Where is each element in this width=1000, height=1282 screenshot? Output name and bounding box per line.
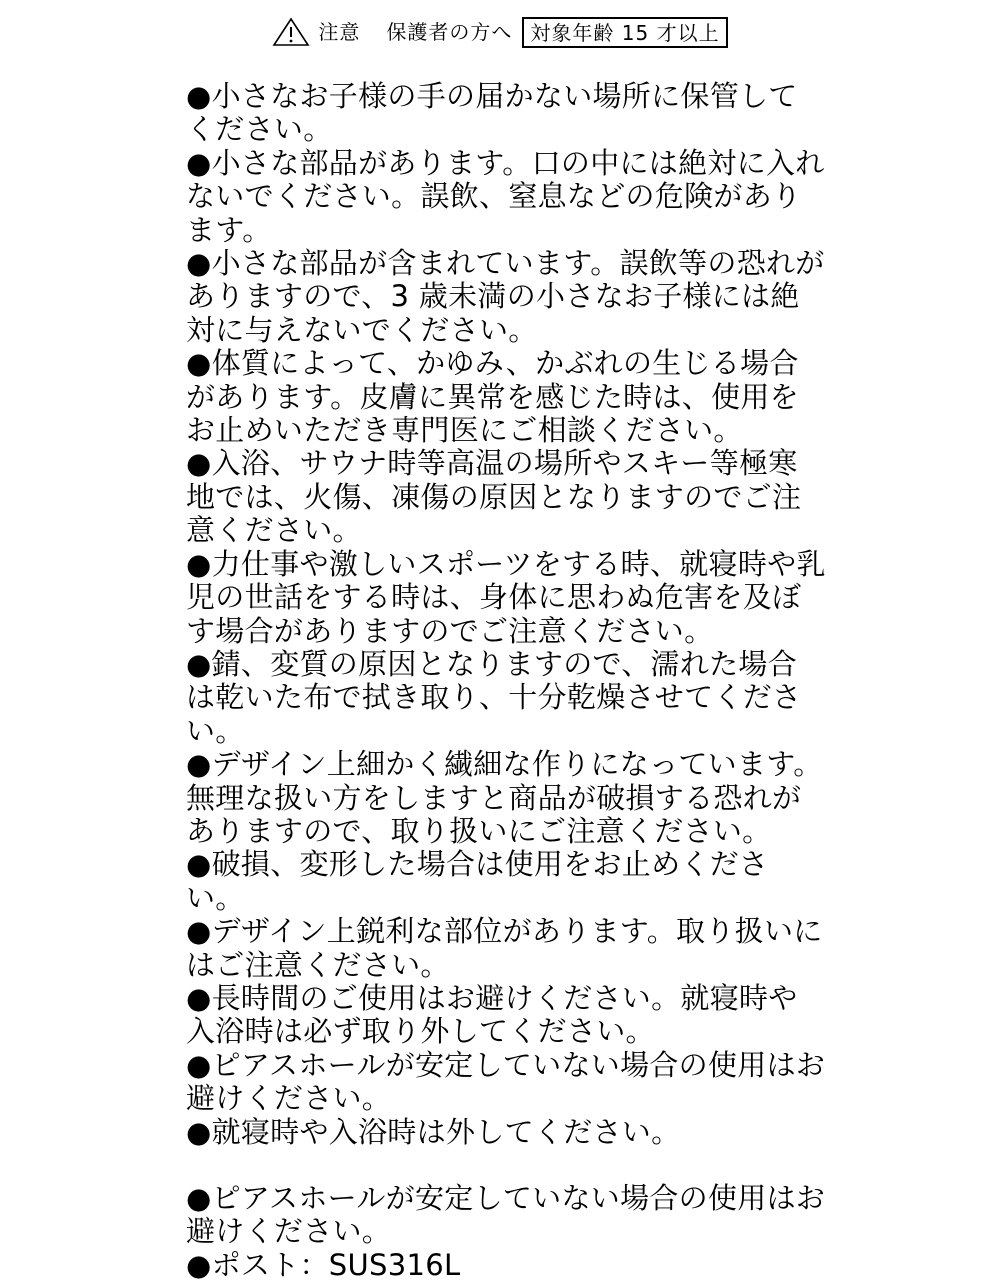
warning-text: 錆、変質の原因となりますので、濡れた場合は乾いた布で拭き取り、十分乾燥させてください。 (186, 646, 802, 748)
bullet-icon: ● (186, 346, 212, 381)
bullet-icon: ● (186, 980, 212, 1015)
warning-item (186, 1116, 826, 1149)
warning-text: デザイン上鋭利な部位があります。取り扱いにはご注意ください。 (186, 914, 823, 982)
warning-item (186, 1049, 826, 1116)
bullet-icon: ● (186, 1247, 212, 1282)
warning-triangle-icon (272, 17, 310, 47)
bullet-icon: ● (186, 646, 212, 681)
caution-header (0, 14, 1000, 50)
warning-item (186, 147, 826, 247)
section-spacer (186, 1149, 826, 1182)
warning-text: 力仕事や激しいスポーツをする時、就寝時や乳児の世話をする時は、身体に思わぬ危害を及ぼす場合がありますのでご注意ください。 (186, 546, 826, 648)
bullet-icon: ● (186, 847, 212, 882)
bullet-icon: ● (186, 145, 212, 180)
warning-text: 就寝時や入浴時は外してください。 (211, 1114, 681, 1149)
bullet-icon: ● (186, 1047, 212, 1082)
warning-item (186, 648, 826, 748)
warning-text: デザイン上細かく繊細な作りになっています。無理な扱い方をしますと商品が破損する恐れがありますので、取り扱いにご注意ください。 (186, 747, 823, 848)
bullet-icon: ● (186, 246, 212, 281)
warning-item (186, 80, 826, 147)
warning-item (186, 347, 826, 447)
bullet-icon: ● (186, 914, 212, 949)
target-age-badge: 対象年齢 15 才以上 (522, 17, 727, 48)
warning-text: 入浴、サウナ時等高温の場所やスキー等極寒地では、火傷、凍傷の原因となりますのでご注意ください。 (186, 446, 802, 548)
warning-item (186, 447, 826, 547)
note-item (186, 1249, 826, 1282)
warning-text: 長時間のご使用はお避けください。就寝時や入浴時は必ず取り外してください。 (186, 980, 798, 1049)
warning-text: ピアスホールが安定していない場合の使用はお避けください。 (186, 1047, 826, 1116)
bullet-icon: ● (186, 1181, 212, 1215)
warning-text: 小さなお子様の手の届かない場所に保管してください。 (186, 79, 798, 147)
bullet-icon: ● (186, 446, 212, 481)
bullet-icon: ● (186, 747, 212, 782)
warning-text: 小さな部品があります。口の中には絶対に入れないでください。誤飲、窒息などの危険があります。 (186, 145, 825, 247)
warning-text: 体質によって、かゆみ、かぶれの生じる場合があります。皮膚に異常を感じた時は、使用をお止めいただき専門医にご相談ください。 (186, 346, 799, 448)
warning-text: 小さな部品が含まれています。誤飲等の恐れがありますので、3 歳未満の小さなお子様には絶対に与えないでください。 (186, 246, 825, 347)
warnings-list (186, 80, 826, 1282)
post-material-text: ポスト：SUS316L (211, 1247, 461, 1282)
caution-label: 注意 (318, 20, 361, 44)
bullet-icon: ● (186, 546, 212, 581)
note-text: ピアスホールが安定していない場合の使用はお避けください。 (186, 1181, 826, 1249)
warning-item (186, 848, 826, 915)
warning-item (186, 748, 826, 848)
warning-item (186, 982, 826, 1049)
warning-item (186, 548, 826, 648)
bullet-icon: ● (186, 79, 212, 113)
guardian-label: 保護者の方へ (386, 20, 513, 44)
warning-text: 破損、変形した場合は使用をお止めください。 (186, 847, 769, 915)
warning-item (186, 915, 826, 982)
note-item (186, 1182, 826, 1249)
warning-item (186, 247, 826, 347)
bullet-icon: ● (186, 1114, 212, 1149)
